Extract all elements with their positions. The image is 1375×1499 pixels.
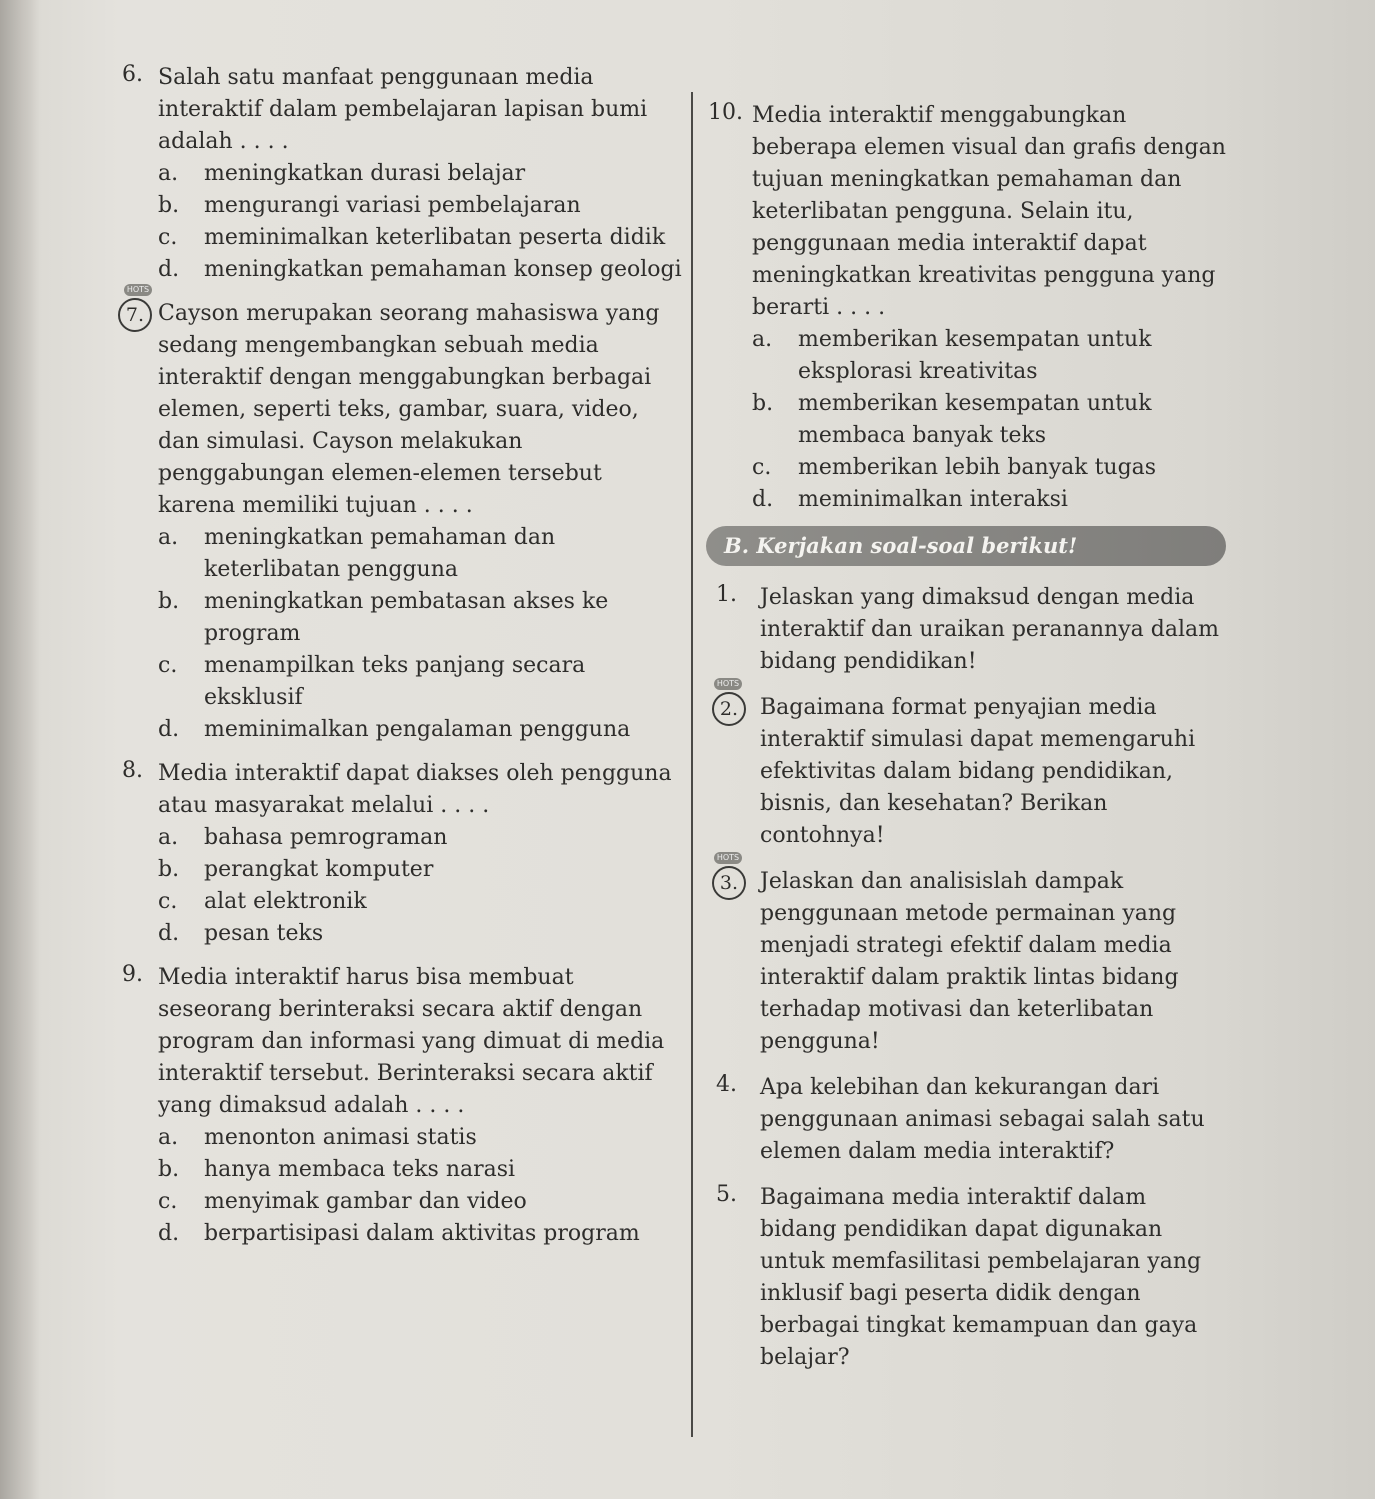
hots-badge: HOTS [714, 852, 742, 864]
essay-question-1 [708, 582, 1228, 678]
option-key: b. [158, 857, 180, 882]
question-text: Bagaimana format penyajian media interaktif simulasi dapat memengaruhi efektivitas dalam bidang pendidikan, bisnis, dan kesehatan? Berikan contohnya! [760, 695, 1196, 848]
option-text: perangkat komputer [204, 857, 434, 882]
option[interactable] [158, 222, 682, 254]
option-text: hanya membaca teks narasi [204, 1157, 516, 1182]
option-key: c. [158, 1189, 178, 1214]
question-text: Salah satu manfaat penggunaan media interaktif dalam pembelajaran lapisan bumi adalah . . . . [158, 65, 648, 154]
question-number: 10. [708, 100, 743, 125]
option-key: d. [158, 717, 180, 742]
option[interactable] [752, 388, 1228, 452]
option-key: d. [752, 487, 774, 512]
question-text: Jelaskan dan analisislah dampak penggunaan metode permainan yang menjadi strategi efektif dalam media interaktif dalam praktik lintas bidang terhadap motivasi dan keterlibatan pengguna! [760, 869, 1179, 1054]
option[interactable] [158, 190, 682, 222]
option[interactable] [158, 1122, 682, 1154]
question-text: Bagaimana media interaktif dalam bidang pendidikan dapat digunakan untuk memfasilitasi pembelajaran yang inklusif bagi peserta didik dengan berbagai tingkat kemampuan dan gaya belajar? [760, 1185, 1202, 1370]
option[interactable] [158, 1186, 682, 1218]
option-text: meningkatkan pemahaman konsep geologi [204, 257, 682, 282]
hots-badge: HOTS [124, 284, 152, 296]
right-column [708, 100, 1228, 1388]
question-8 [122, 758, 682, 950]
option[interactable] [158, 158, 682, 190]
question-number-circled: 3. [712, 866, 746, 900]
option[interactable] [158, 650, 682, 714]
option-text: menampilkan teks panjang secara eksklusif [204, 653, 586, 710]
option-key: c. [158, 653, 178, 678]
question-10 [708, 100, 1228, 516]
option-key: d. [158, 1221, 180, 1246]
option-text: mengurangi variasi pembelajaran [204, 193, 581, 218]
column-divider [691, 92, 693, 1437]
option-text: memberikan kesempatan untuk membaca banyak teks [798, 391, 1152, 448]
page-edge [0, 0, 40, 1499]
option[interactable] [158, 586, 682, 650]
option-key: a. [752, 327, 773, 352]
essay-question-3 [708, 853, 1228, 1058]
question-7 [122, 285, 682, 746]
left-column [122, 62, 682, 1250]
question-text: Media interaktif dapat diakses oleh pengguna atau masyarakat melalui . . . . [158, 761, 672, 818]
option-text: memberikan kesempatan untuk eksplorasi kreativitas [798, 327, 1152, 384]
option-key: c. [752, 455, 772, 480]
option[interactable] [158, 714, 682, 746]
question-number: 6. [122, 62, 143, 87]
option-key: b. [752, 391, 774, 416]
question-text: Media interaktif menggabungkan beberapa elemen visual dan grafis dengan tujuan meningkatkan pemahaman dan keterlibatan pengguna. Selain itu, penggunaan media interaktif dapat meningkatkan kreativitas pengguna yang berarti . . . . [752, 103, 1226, 320]
option-key: d. [158, 921, 180, 946]
option-key: a. [158, 525, 179, 550]
question-9 [122, 962, 682, 1250]
option-key: d. [158, 257, 180, 282]
essay-question-4 [708, 1072, 1228, 1168]
option-text: meningkatkan pemahaman dan keterlibatan pengguna [204, 525, 556, 582]
question-number: 9. [122, 962, 143, 987]
option[interactable] [158, 854, 682, 886]
option[interactable] [158, 1154, 682, 1186]
question-number-circled: 2. [712, 692, 746, 726]
question-number-circled: 7. [118, 298, 152, 332]
question-number: 1. [716, 582, 737, 607]
question-number: 5. [716, 1182, 737, 1207]
option-key: b. [158, 589, 180, 614]
option-key: a. [158, 161, 179, 186]
question-number: 4. [716, 1072, 737, 1097]
option-text: meminimalkan pengalaman pengguna [204, 717, 631, 742]
option-text: berpartisipasi dalam aktivitas program [204, 1221, 640, 1246]
option-text: meningkatkan pembatasan akses ke program [204, 589, 609, 646]
section-b-header: B. Kerjakan soal-soal berikut! [706, 526, 1226, 566]
option[interactable] [752, 484, 1228, 516]
option[interactable] [752, 324, 1228, 388]
option-text: pesan teks [204, 921, 324, 946]
option-key: c. [158, 889, 178, 914]
option-key: b. [158, 193, 180, 218]
option-key: a. [158, 825, 179, 850]
essay-question-2 [708, 679, 1228, 852]
question-text: Media interaktif harus bisa membuat seseorang berinteraksi secara aktif dengan program dan informasi yang dimuat di media interaktif tersebut. Berinteraksi secara aktif yang dimaksud adalah . . . . [158, 965, 665, 1118]
question-6 [122, 62, 682, 286]
hots-badge: HOTS [714, 678, 742, 690]
option-text: menyimak gambar dan video [204, 1189, 527, 1214]
option-text: meminimalkan keterlibatan peserta didik [204, 225, 666, 250]
option-text: memberikan lebih banyak tugas [798, 455, 1157, 480]
question-number: 8. [122, 758, 143, 783]
option-text: bahasa pemrograman [204, 825, 448, 850]
option[interactable] [158, 886, 682, 918]
question-text: Cayson merupakan seorang mahasiswa yang sedang mengembangkan sebuah media interaktif dengan menggabungkan berbagai elemen, seperti teks, gambar, suara, video, dan simulasi. Cayson melakukan penggabungan elemen-elemen tersebut karena memiliki tujuan . . . . [158, 301, 660, 518]
essay-question-5 [708, 1182, 1228, 1374]
option-key: c. [158, 225, 178, 250]
question-text: Jelaskan yang dimaksud dengan media interaktif dan uraikan peranannya dalam bidang pendidikan! [760, 585, 1219, 674]
option[interactable] [158, 1218, 682, 1250]
option[interactable] [158, 522, 682, 586]
option[interactable] [158, 254, 682, 286]
option-text: meminimalkan interaksi [798, 487, 1068, 512]
option[interactable] [158, 822, 682, 854]
option-text: meningkatkan durasi belajar [204, 161, 526, 186]
option-key: b. [158, 1157, 180, 1182]
option-text: menonton animasi statis [204, 1125, 477, 1150]
option[interactable] [752, 452, 1228, 484]
option-key: a. [158, 1125, 179, 1150]
option[interactable] [158, 918, 682, 950]
option-text: alat elektronik [204, 889, 367, 914]
question-text: Apa kelebihan dan kekurangan dari penggunaan animasi sebagai salah satu elemen dalam media interaktif? [760, 1075, 1205, 1164]
